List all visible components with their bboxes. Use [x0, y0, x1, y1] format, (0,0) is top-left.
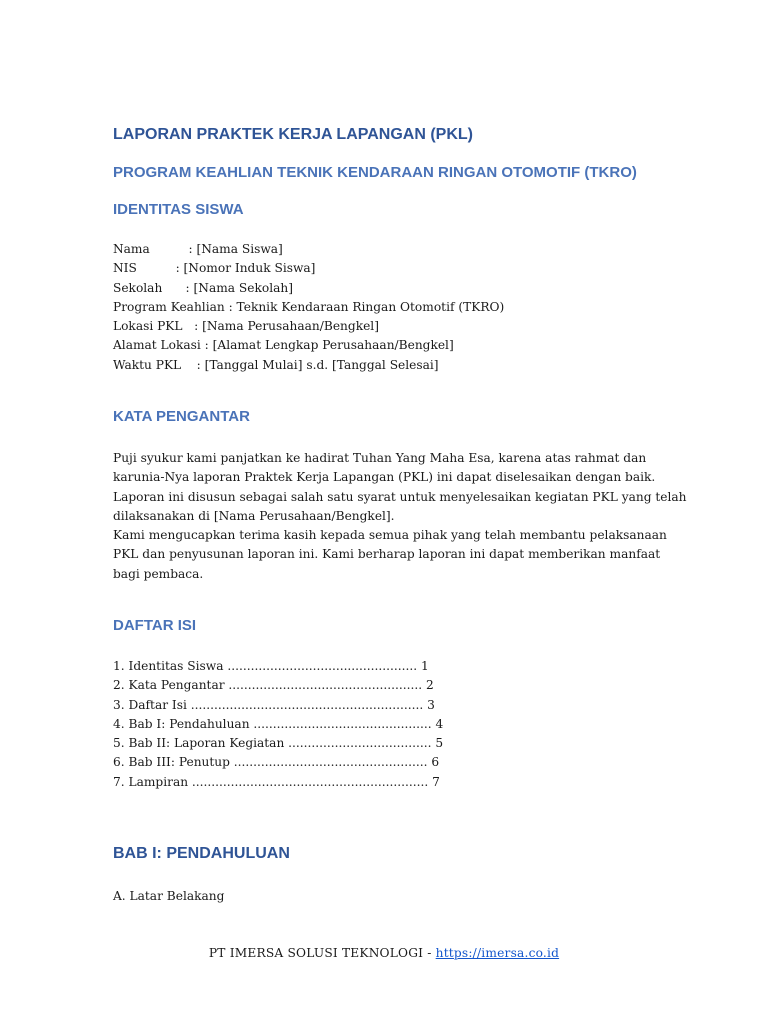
footer-link[interactable]: https://imersa.co.id	[435, 946, 560, 960]
paragraph-line: dilaksanakan di [Nama Perusahaan/Bengkel].	[113, 508, 395, 523]
identitas-row: Alamat Lokasi : [Alamat Lengkap Perusahaan/Bengkel]	[113, 338, 454, 353]
identitas-heading: IDENTITAS SISWA	[113, 201, 244, 218]
toc-item[interactable]: 2. Kata Pengantar .................................................. 2	[113, 678, 434, 693]
identitas-row: Nama : [Nama Siswa]	[113, 242, 283, 256]
paragraph-line: Puji syukur kami panjatkan ke hadirat Tuhan Yang Maha Esa, karena atas rahmat dan	[113, 451, 647, 465]
daftar-isi-list	[113, 657, 443, 792]
paragraph-line: bagi pembaca.	[113, 566, 204, 581]
toc-item[interactable]: 1. Identitas Siswa ................................................. 1	[113, 659, 429, 673]
kata-pengantar-body	[113, 449, 687, 584]
paragraph-line: PKL dan penyusunan laporan ini. Kami berharap laporan ini dapat memberikan manfaat	[113, 547, 661, 562]
identitas-list	[113, 240, 504, 375]
program-heading: PROGRAM KEAHLIAN TEKNIK KENDARAAN RINGAN OTOMOTIF (TKRO)	[113, 164, 637, 181]
document-title: LAPORAN PRAKTEK KERJA LAPANGAN (PKL)	[113, 126, 473, 143]
bab1-heading: BAB I: PENDAHULUAN	[113, 845, 290, 862]
paragraph-line: Kami mengucapkan terima kasih kepada semua pihak yang telah membantu pelaksanaan	[113, 528, 667, 543]
identitas-row: Sekolah : [Nama Sekolah]	[113, 280, 293, 295]
toc-item[interactable]: 5. Bab II: Laporan Kegiatan ..................................... 5	[113, 736, 444, 751]
identitas-row: Program Keahlian : Teknik Kendaraan Ringan Otomotif (TKRO)	[113, 299, 505, 314]
toc-item[interactable]: 6. Bab III: Penutup .................................................. 6	[113, 755, 440, 770]
paragraph-line: Laporan ini disusun sebagai salah satu syarat untuk menyelesaikan kegiatan PKL yang telah	[113, 489, 687, 504]
toc-item[interactable]: 3. Daftar Isi ............................................................ 3	[113, 697, 435, 712]
toc-item[interactable]: 7. Lampiran ............................................................. 7	[113, 774, 440, 789]
daftar-isi-heading: DAFTAR ISI	[113, 617, 197, 634]
identitas-row: Lokasi PKL : [Nama Perusahaan/Bengkel]	[113, 319, 379, 334]
kata-pengantar-heading: KATA PENGANTAR	[113, 408, 250, 425]
paragraph-line: karunia-Nya laporan Praktek Kerja Lapangan (PKL) ini dapat diselesaikan dengan baik.	[113, 470, 656, 485]
page-footer	[0, 946, 768, 960]
subsection-title: A. Latar Belakang	[113, 889, 225, 903]
identitas-row: Waktu PKL : [Tanggal Mulai] s.d. [Tanggal Selesai]	[113, 357, 439, 372]
footer-company: PT IMERSA SOLUSI TEKNOLOGI -	[208, 946, 436, 960]
bab1-sub	[113, 887, 224, 906]
toc-item[interactable]: 4. Bab I: Pendahuluan .............................................. 4	[113, 716, 444, 731]
identitas-row: NIS : [Nomor Induk Siswa]	[113, 261, 316, 276]
